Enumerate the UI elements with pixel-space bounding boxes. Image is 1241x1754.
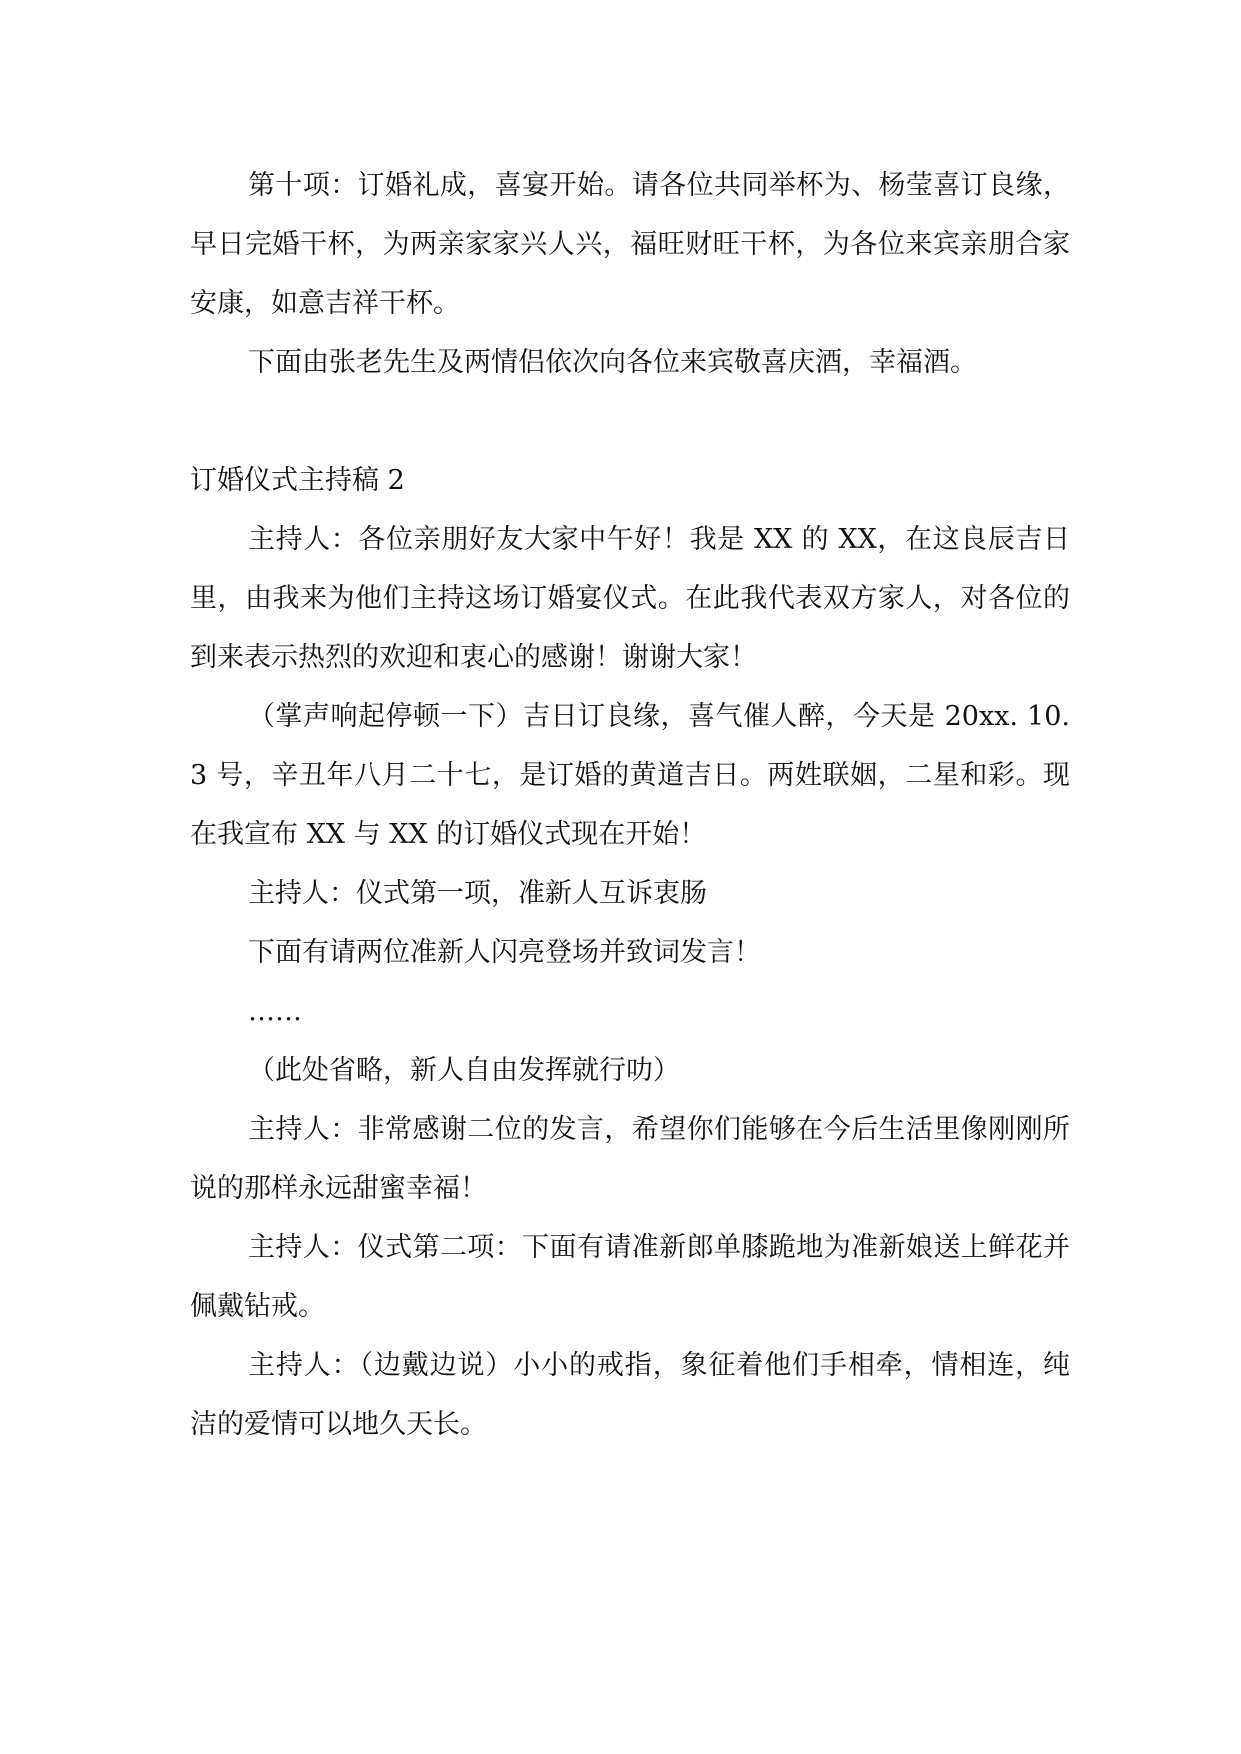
paragraph-step-one: 主持人：仪式第一项，准新人互诉衷肠: [248, 878, 707, 909]
document-body: [190, 156, 1070, 1454]
section-title: 订婚仪式主持稿 2: [190, 465, 405, 496]
paragraph-ellipsis: ……: [248, 996, 302, 1027]
section-spacer: [190, 392, 1070, 451]
paragraph-step-two: 主持人：仪式第二项：下面有请准新郎单膝跪地为准新娘送上鲜花并佩戴钻戒。: [190, 1232, 1070, 1322]
paragraph-omitted-note: （此处省略，新人自由发挥就行叻）: [248, 1055, 680, 1086]
paragraph-item-ten: 第十项：订婚礼成，喜宴开始。请各位共同举杯为、杨莹喜订良缘，早日完婚干杯，为两亲家家兴人兴，福旺财旺干杯，为各位来宾亲朋合家安康，如意吉祥干杯。: [190, 170, 1070, 319]
paragraph-ring-speech: 主持人：（边戴边说）小小的戒指，象征着他们手相牵，情相连，纯洁的爱情可以地久天长。: [190, 1350, 1070, 1440]
paragraph-thanks: 主持人：非常感谢二位的发言，希望你们能够在今后生活里像刚刚所说的那样永远甜蜜幸福！: [190, 1114, 1070, 1204]
paragraph-opening-announcement: （掌声响起停顿一下）吉日订良缘，喜气催人醉，今天是 20xx. 10. 3 号，辛丑年八月二十七，是订婚的黄道吉日。两姓联姻，二星和彩。现在我宣布 XX 与 XX 的订婚仪式现在开始！: [190, 701, 1070, 850]
paragraph-toast: 下面由张老先生及两情侣依次向各位来宾敬喜庆酒，幸福酒。: [248, 347, 977, 378]
paragraph-speech-invite: 下面有请两位准新人闪亮登场并致词发言！: [248, 937, 761, 968]
paragraph-host-greeting: 主持人：各位亲朋好友大家中午好！我是 XX 的 XX，在这良辰吉日里，由我来为他们主持这场订婚宴仪式。在此我代表双方家人，对各位的到来表示热烈的欢迎和衷心的感谢！谢谢大家！: [190, 524, 1070, 673]
